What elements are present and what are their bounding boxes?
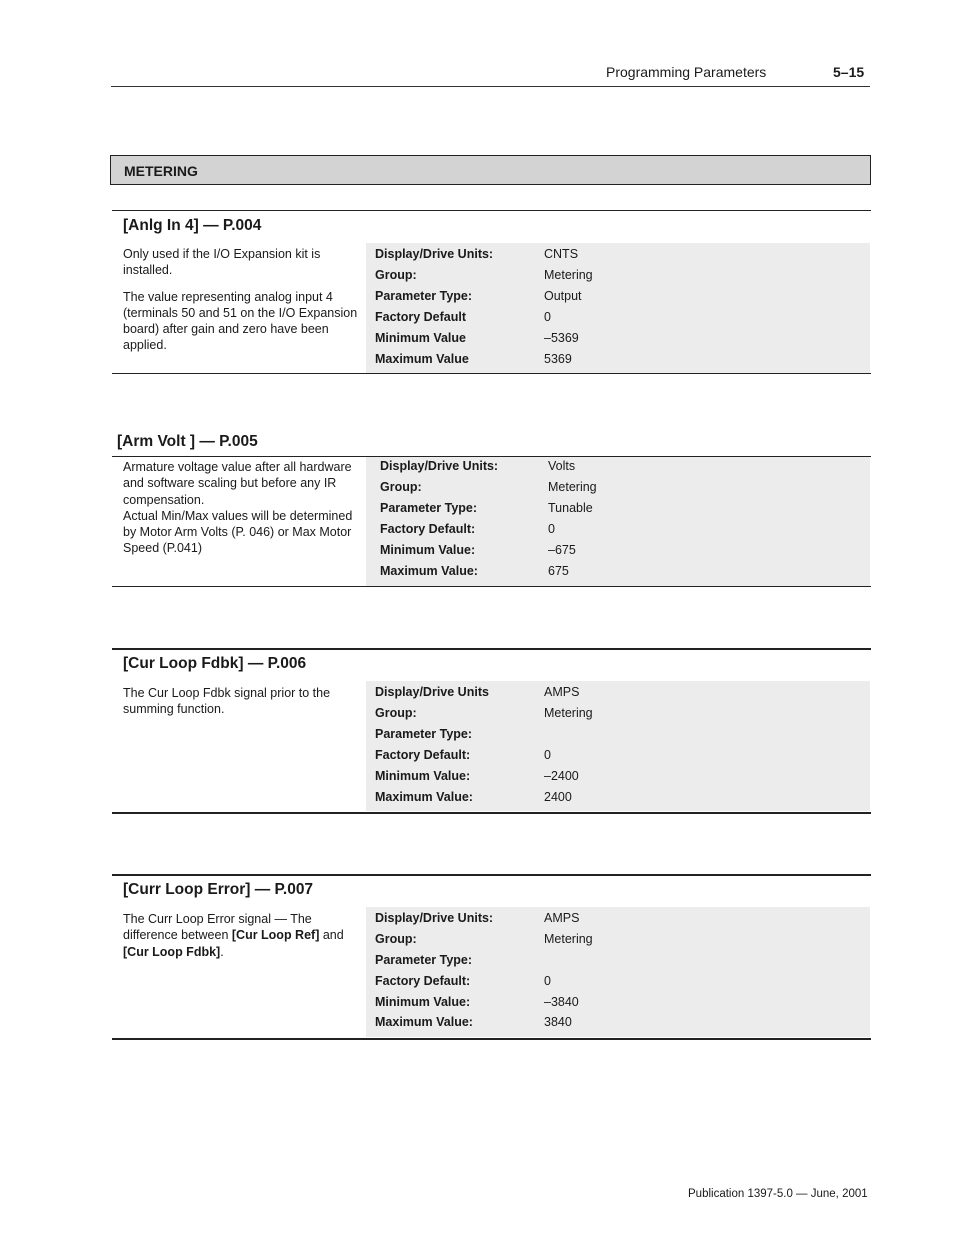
table-row: [366, 932, 870, 953]
section-bar: [110, 155, 871, 185]
row-label: Group:: [375, 268, 417, 282]
row-label: Display/Drive Units:: [375, 247, 494, 261]
row-value: 5369: [544, 352, 572, 366]
param-description: [123, 246, 361, 354]
table-row: [366, 769, 870, 790]
row-value: 2400: [544, 790, 572, 804]
row-label: Parameter Type:: [375, 953, 473, 967]
row-value: 3840: [544, 1015, 572, 1029]
table-row: [366, 459, 870, 480]
row-value: 0: [544, 974, 551, 988]
section-title: METERING: [124, 163, 198, 179]
param-title: [Cur Loop Fdbk] — P.006: [123, 655, 307, 672]
row-value: –3840: [544, 995, 579, 1009]
row-value: AMPS: [544, 685, 580, 699]
row-value: –2400: [544, 769, 579, 783]
row-value: 675: [548, 564, 569, 578]
row-label: Group:: [375, 932, 417, 946]
param-title: [Anlg In 4] — P.004: [123, 217, 262, 234]
param-description: [123, 459, 361, 557]
table-row: [366, 543, 870, 564]
table-row: [366, 974, 870, 995]
row-label: Minimum Value:: [375, 995, 471, 1009]
param-info-table: [366, 457, 870, 586]
header-rule: [111, 86, 870, 87]
table-row: [366, 685, 870, 706]
row-value: Tunable: [548, 501, 593, 515]
page-header-title: Programming Parameters: [606, 64, 767, 80]
row-label: Factory Default:: [375, 748, 471, 762]
row-label: Maximum Value:: [380, 564, 478, 578]
row-label: Group:: [380, 480, 422, 494]
description-paragraph: The value representing analog input 4 (terminals 50 and 51 on the I/O Expansion board) after gain and zero have been applied.: [123, 289, 358, 353]
description-text: and: [319, 928, 344, 943]
row-label: Parameter Type:: [375, 727, 473, 741]
param-bottom-rule: [112, 812, 871, 814]
param-info-table: [366, 681, 870, 811]
row-label: Minimum Value: [375, 331, 466, 345]
param-top-rule: [112, 874, 871, 876]
row-label: Parameter Type:: [375, 289, 473, 303]
table-row: [366, 727, 870, 748]
table-row: [366, 995, 870, 1016]
table-row: [366, 748, 870, 769]
table-row: [366, 522, 870, 543]
row-label: Factory Default:: [380, 522, 476, 536]
description-text: .: [220, 944, 224, 959]
param-reference: [Cur Loop Ref]: [231, 928, 320, 943]
description-paragraph: Armature voltage value after all hardware and software scaling but before any IR compensation.: [123, 460, 352, 507]
description-paragraph: Actual Min/Max values will be determined by Motor Arm Volts (P. 046) or Max Motor Speed (P.041): [123, 508, 353, 556]
param-top-rule: [112, 648, 871, 650]
page-number: 5–15: [833, 64, 865, 80]
row-value: Metering: [544, 268, 593, 282]
row-value: Metering: [544, 932, 593, 946]
row-value: CNTS: [544, 247, 579, 261]
param-info-table: [366, 243, 870, 373]
row-value: –675: [548, 543, 576, 557]
row-label: Maximum Value:: [375, 790, 473, 804]
row-label: Minimum Value:: [375, 769, 471, 783]
row-label: Display/Drive Units:: [375, 911, 494, 925]
param-info-table: [366, 907, 870, 1037]
row-value: AMPS: [544, 911, 580, 925]
row-label: Maximum Value:: [375, 1015, 473, 1029]
row-label: Maximum Value: [375, 352, 469, 366]
row-value: –5369: [544, 331, 579, 345]
table-row: [366, 706, 870, 727]
table-row: [366, 289, 870, 310]
param-description: [123, 911, 361, 960]
table-row: [366, 501, 870, 522]
row-label: Factory Default:: [375, 974, 471, 988]
row-label: Group:: [375, 706, 417, 720]
row-value: 0: [544, 748, 551, 762]
description-paragraph: The Cur Loop Fdbk signal prior to the summing function.: [123, 686, 331, 717]
table-row: [366, 480, 870, 501]
param-bottom-rule: [112, 373, 871, 374]
table-row: [366, 953, 870, 974]
table-row: [366, 790, 870, 811]
param-bottom-rule: [112, 1038, 871, 1040]
row-value: Volts: [548, 459, 576, 473]
row-label: Factory Default: [375, 310, 466, 324]
param-title: [Curr Loop Error] — P.007: [123, 881, 314, 898]
param-description: [123, 685, 361, 718]
table-row: [366, 331, 870, 352]
table-row: [366, 911, 870, 932]
description-paragraph: Only used if the I/O Expansion kit is installed.: [123, 247, 321, 278]
description-paragraph: [123, 911, 361, 960]
row-value: 0: [544, 310, 551, 324]
row-label: Display/Drive Units:: [380, 459, 499, 473]
table-row: [366, 310, 870, 331]
row-value: Output: [544, 289, 582, 303]
param-title: [Arm Volt ] — P.005: [117, 433, 258, 450]
publication-footer: Publication 1397-5.0 — June, 2001: [688, 1188, 868, 1200]
row-label: Display/Drive Units: [375, 685, 489, 699]
table-row: [366, 1015, 870, 1036]
table-row: [366, 352, 870, 373]
row-value: Metering: [544, 706, 593, 720]
row-label: Parameter Type:: [380, 501, 478, 515]
param-top-rule: [112, 210, 871, 211]
table-row: [366, 564, 870, 585]
row-value: Metering: [548, 480, 597, 494]
table-row: [366, 247, 870, 268]
param-bottom-rule: [112, 586, 871, 587]
table-row: [366, 268, 870, 289]
description-text: The Curr Loop Error signal — The difference between: [123, 912, 312, 943]
param-reference: [Cur Loop Fdbk]: [123, 944, 221, 959]
row-value: 0: [548, 522, 555, 536]
row-label: Minimum Value:: [380, 543, 476, 557]
